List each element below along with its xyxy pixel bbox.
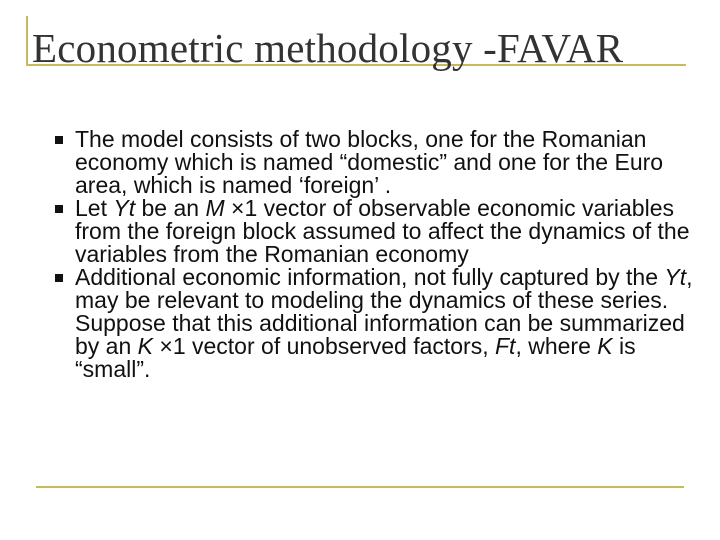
- italic-term: K: [137, 333, 153, 359]
- italic-term: M: [205, 195, 225, 221]
- bullet-text: be an: [135, 195, 206, 221]
- bullet-text: ×1 vector of unobserved factors,: [153, 333, 495, 359]
- bullet-text: , may be relevant to modeling the dynamics of these series. Suppose that this additional information can be summarized by an: [75, 264, 693, 359]
- italic-term: K: [597, 333, 613, 359]
- bullet-text: , where: [515, 333, 598, 359]
- italic-term: Yt: [113, 195, 136, 221]
- square-bullet-icon: [55, 274, 63, 282]
- footer-rule: [36, 486, 684, 488]
- square-bullet-icon: [55, 136, 63, 144]
- square-bullet-icon: [55, 205, 63, 213]
- bullet-text: Let: [75, 195, 114, 221]
- bullet-item: [55, 128, 695, 197]
- italic-term: Yt: [664, 264, 687, 290]
- slide-title: Econometric methodology -FAVAR: [32, 25, 624, 71]
- bullet-text: ×1 vector of observable economic variables from the foreign block assumed to affect the dynamics of the variables from the Romanian economy: [75, 195, 690, 267]
- title-rule-vertical: [26, 16, 28, 66]
- bullet-text: is “small”.: [75, 333, 636, 382]
- bullet-text: Additional economic information, not fully captured by the: [75, 264, 665, 290]
- bullet-text: The model consists of two blocks, one for the Romanian economy which is named “domestic” and one for the Euro area, which is named ‘foreign’ .: [75, 126, 664, 198]
- bullet-item: [55, 197, 695, 266]
- italic-term: Ft: [495, 333, 516, 359]
- bullet-item: [55, 266, 695, 381]
- bullet-list: [55, 128, 695, 381]
